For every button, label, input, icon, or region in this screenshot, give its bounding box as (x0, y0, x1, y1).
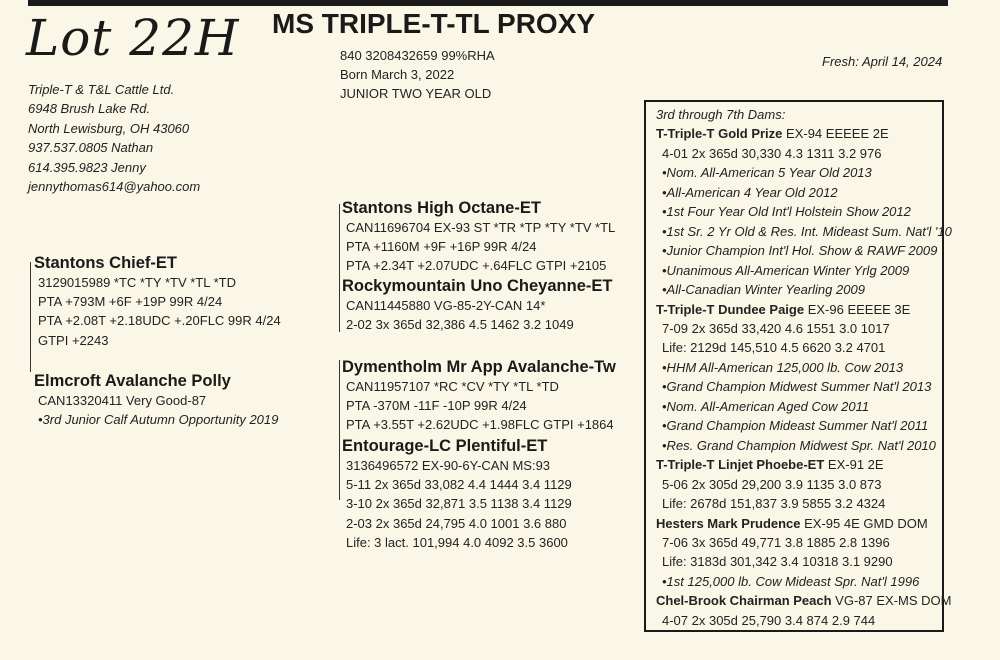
dam-entry-name: T-Triple-T Linjet Phoebe-ET (656, 457, 825, 473)
dam-entry-award: •1st Sr. 2 Yr Old & Res. Int. Mideast Sum. Nat'l '10 (662, 223, 952, 239)
dam-entry-record: 5-06 2x 305d 29,200 3.9 1135 3.0 873 (662, 476, 882, 492)
dam-entry-award: •Grand Champion Mideast Summer Nat'l 2011 (662, 418, 929, 434)
animal-name-title: MS TRIPLE-T-TL PROXY (272, 8, 596, 39)
dam-name: Elmcroft Avalanche Polly (34, 372, 231, 390)
dam-entry-award: •Unanimous All-American Winter Yrlg 2009 (662, 262, 910, 278)
dam-entry-award: •Junior Champion Int'l Hol. Show & RAWF 2009 (662, 243, 938, 259)
paternal-grandsire-line: PTA +1160M +9F +16P 99R 4/24 (346, 239, 537, 255)
dam-entry-award: •All-Canadian Winter Yearling 2009 (662, 282, 865, 298)
maternal-grandsire-line: PTA -370M -11F -10P 99R 4/24 (346, 398, 527, 414)
dam-block (34, 372, 278, 429)
paternal-granddam-line: CAN11445880 VG-85-2Y-CAN 14* (346, 298, 546, 313)
dam-entry-record: 7-09 2x 365d 33,420 4.6 1551 3.0 1017 (662, 320, 890, 336)
owner-line: North Lewisburg, OH 43060 (28, 120, 190, 136)
dam-entry-record: 4-01 2x 365d 30,330 4.3 1311 3.2 976 (662, 145, 882, 161)
paternal-grandsire-line: PTA +2.34T +2.07UDC +.64FLC GTPI +2105 (346, 258, 607, 274)
dam-entry-header (656, 124, 942, 143)
birth-date: Born March 3, 2022 (340, 67, 455, 82)
paternal-granddam-line: 2-02 3x 365d 32,386 4.5 1462 3.2 1049 (346, 317, 574, 333)
owner-contact (28, 80, 200, 196)
dam-line: CAN13320411 Very Good-87 (38, 393, 207, 408)
maternal-granddam-line: 3136496572 EX-90-6Y-CAN MS:93 (346, 458, 551, 473)
registration-number: 840 3208432659 99%RHA (340, 48, 495, 63)
dam-award: •3rd Junior Calf Autumn Opportunity 2019 (38, 412, 279, 428)
dam-entry-record: Life: 3183d 301,342 3.4 10318 3.1 9290 (662, 554, 893, 570)
sire-line: PTA +793M +6F +19P 99R 4/24 (38, 294, 223, 310)
top-rule (28, 0, 948, 6)
maternal-granddam-block (342, 437, 572, 552)
maternal-grandsire-block (342, 358, 616, 435)
paternal-granddam-block (342, 277, 612, 334)
maternal-granddam-line: 2-03 2x 365d 24,795 4.0 1001 3.6 880 (346, 515, 567, 531)
dam-entry-record: Life: 2129d 145,510 4.5 6620 3.2 4701 (662, 340, 886, 356)
dams-box (644, 100, 952, 632)
sire-line: PTA +2.08T +2.18UDC +.20FLC 99R 4/24 (38, 313, 281, 329)
dam-entry-record: 7-06 3x 365d 49,771 3.8 1885 2.8 1396 (662, 534, 890, 550)
sire-line: GTPI +2243 (38, 332, 109, 348)
dam-entry-award: •Res. Grand Champion Midwest Spr. Nat'l 2010 (662, 437, 936, 453)
dam-entry-award: •HHM All-American 125,000 lb. Cow 2013 (662, 359, 904, 375)
sire-block (34, 254, 281, 350)
sire-name: Stantons Chief-ET (34, 254, 177, 272)
dam-entry-header (656, 300, 942, 319)
paternal-grandsire-name: Stantons High Octane-ET (342, 199, 541, 217)
dam-entry-score: EX-96 EEEEE 3E (807, 301, 911, 317)
animal-info (340, 46, 495, 103)
owner-line: 6948 Brush Lake Rd. (28, 101, 151, 117)
maternal-granddam-name: Entourage-LC Plentiful-ET (342, 437, 548, 455)
dam-entry-award: •Nom. All-American Aged Cow 2011 (662, 398, 870, 414)
dam-entry-header (656, 455, 942, 474)
maternal-grandsire-line: CAN11957107 *RC *CV *TY *TL *TD (346, 379, 559, 394)
owner-line: Triple-T & T&L Cattle Ltd. (28, 82, 175, 97)
dam-entry-award: •1st Four Year Old Int'l Holstein Show 2012 (662, 204, 911, 220)
dam-entry-name: Chel-Brook Chairman Peach (656, 593, 832, 609)
fresh-date: Fresh: April 14, 2024 (822, 54, 943, 69)
dam-entry-header (656, 514, 942, 533)
owner-line: jennythomas614@yahoo.com (28, 179, 201, 195)
paternal-granddam-name: Rockymountain Uno Cheyanne-ET (342, 277, 613, 295)
dam-entry-record: 4-07 2x 305d 25,790 3.4 874 2.9 744 (662, 612, 876, 628)
dam-entry-score: EX-94 EEEEE 2E (786, 126, 889, 142)
owner-line: 937.537.0805 Nathan (28, 140, 154, 156)
lot-number: Lot 22H (26, 9, 240, 67)
age-class: JUNIOR TWO YEAR OLD (340, 86, 492, 101)
dams-box-heading: 3rd through 7th Dams: (656, 107, 786, 122)
maternal-granddam-line: Life: 3 lact. 101,994 4.0 4092 3.5 3600 (346, 534, 568, 550)
maternal-grandsire-name: Dymentholm Mr App Avalanche-Tw (342, 358, 616, 376)
maternal-grandsire-line: PTA +3.55T +2.62UDC +1.98FLC GTPI +1864 (346, 417, 614, 433)
sire-line: 3129015989 *TC *TY *TV *TL *TD (38, 275, 236, 290)
dam-entry-score: EX-91 2E (827, 457, 884, 473)
pedigree-bracket-dam (339, 360, 340, 500)
maternal-granddam-line: 5-11 2x 365d 33,082 4.4 1444 3.4 1129 (346, 477, 572, 493)
owner-line: 614.395.9823 Jenny (28, 159, 146, 175)
dam-entry-name: T-Triple-T Gold Prize (656, 126, 783, 142)
pedigree-bracket-sire (339, 204, 340, 332)
dam-entry-award: •Grand Champion Midwest Summer Nat'l 2013 (662, 379, 932, 395)
dam-entry-header (656, 591, 952, 610)
dam-entry-name: T-Triple-T Dundee Paige (656, 301, 805, 317)
dam-entry-name: Hesters Mark Prudence (656, 515, 801, 531)
pedigree-bracket-left (30, 262, 31, 372)
dam-entry-award: •1st 125,000 lb. Cow Mideast Spr. Nat'l 1996 (662, 573, 920, 589)
dam-entry-award: •All-American 4 Year Old 2012 (662, 184, 838, 200)
maternal-granddam-line: 3-10 2x 365d 32,871 3.5 1138 3.4 1129 (346, 496, 572, 512)
dam-entry-score: VG-87 EX-MS DOM (835, 593, 952, 609)
dam-entry-score: EX-95 4E GMD DOM (804, 515, 928, 531)
dam-entry-record: Life: 2678d 151,837 3.9 5855 3.2 4324 (662, 496, 886, 512)
paternal-grandsire-line: CAN11696704 EX-93 ST *TR *TP *TY *TV *TL (346, 220, 616, 235)
paternal-grandsire-block (342, 199, 615, 276)
dam-entry-award: •Nom. All-American 5 Year Old 2013 (662, 165, 872, 181)
